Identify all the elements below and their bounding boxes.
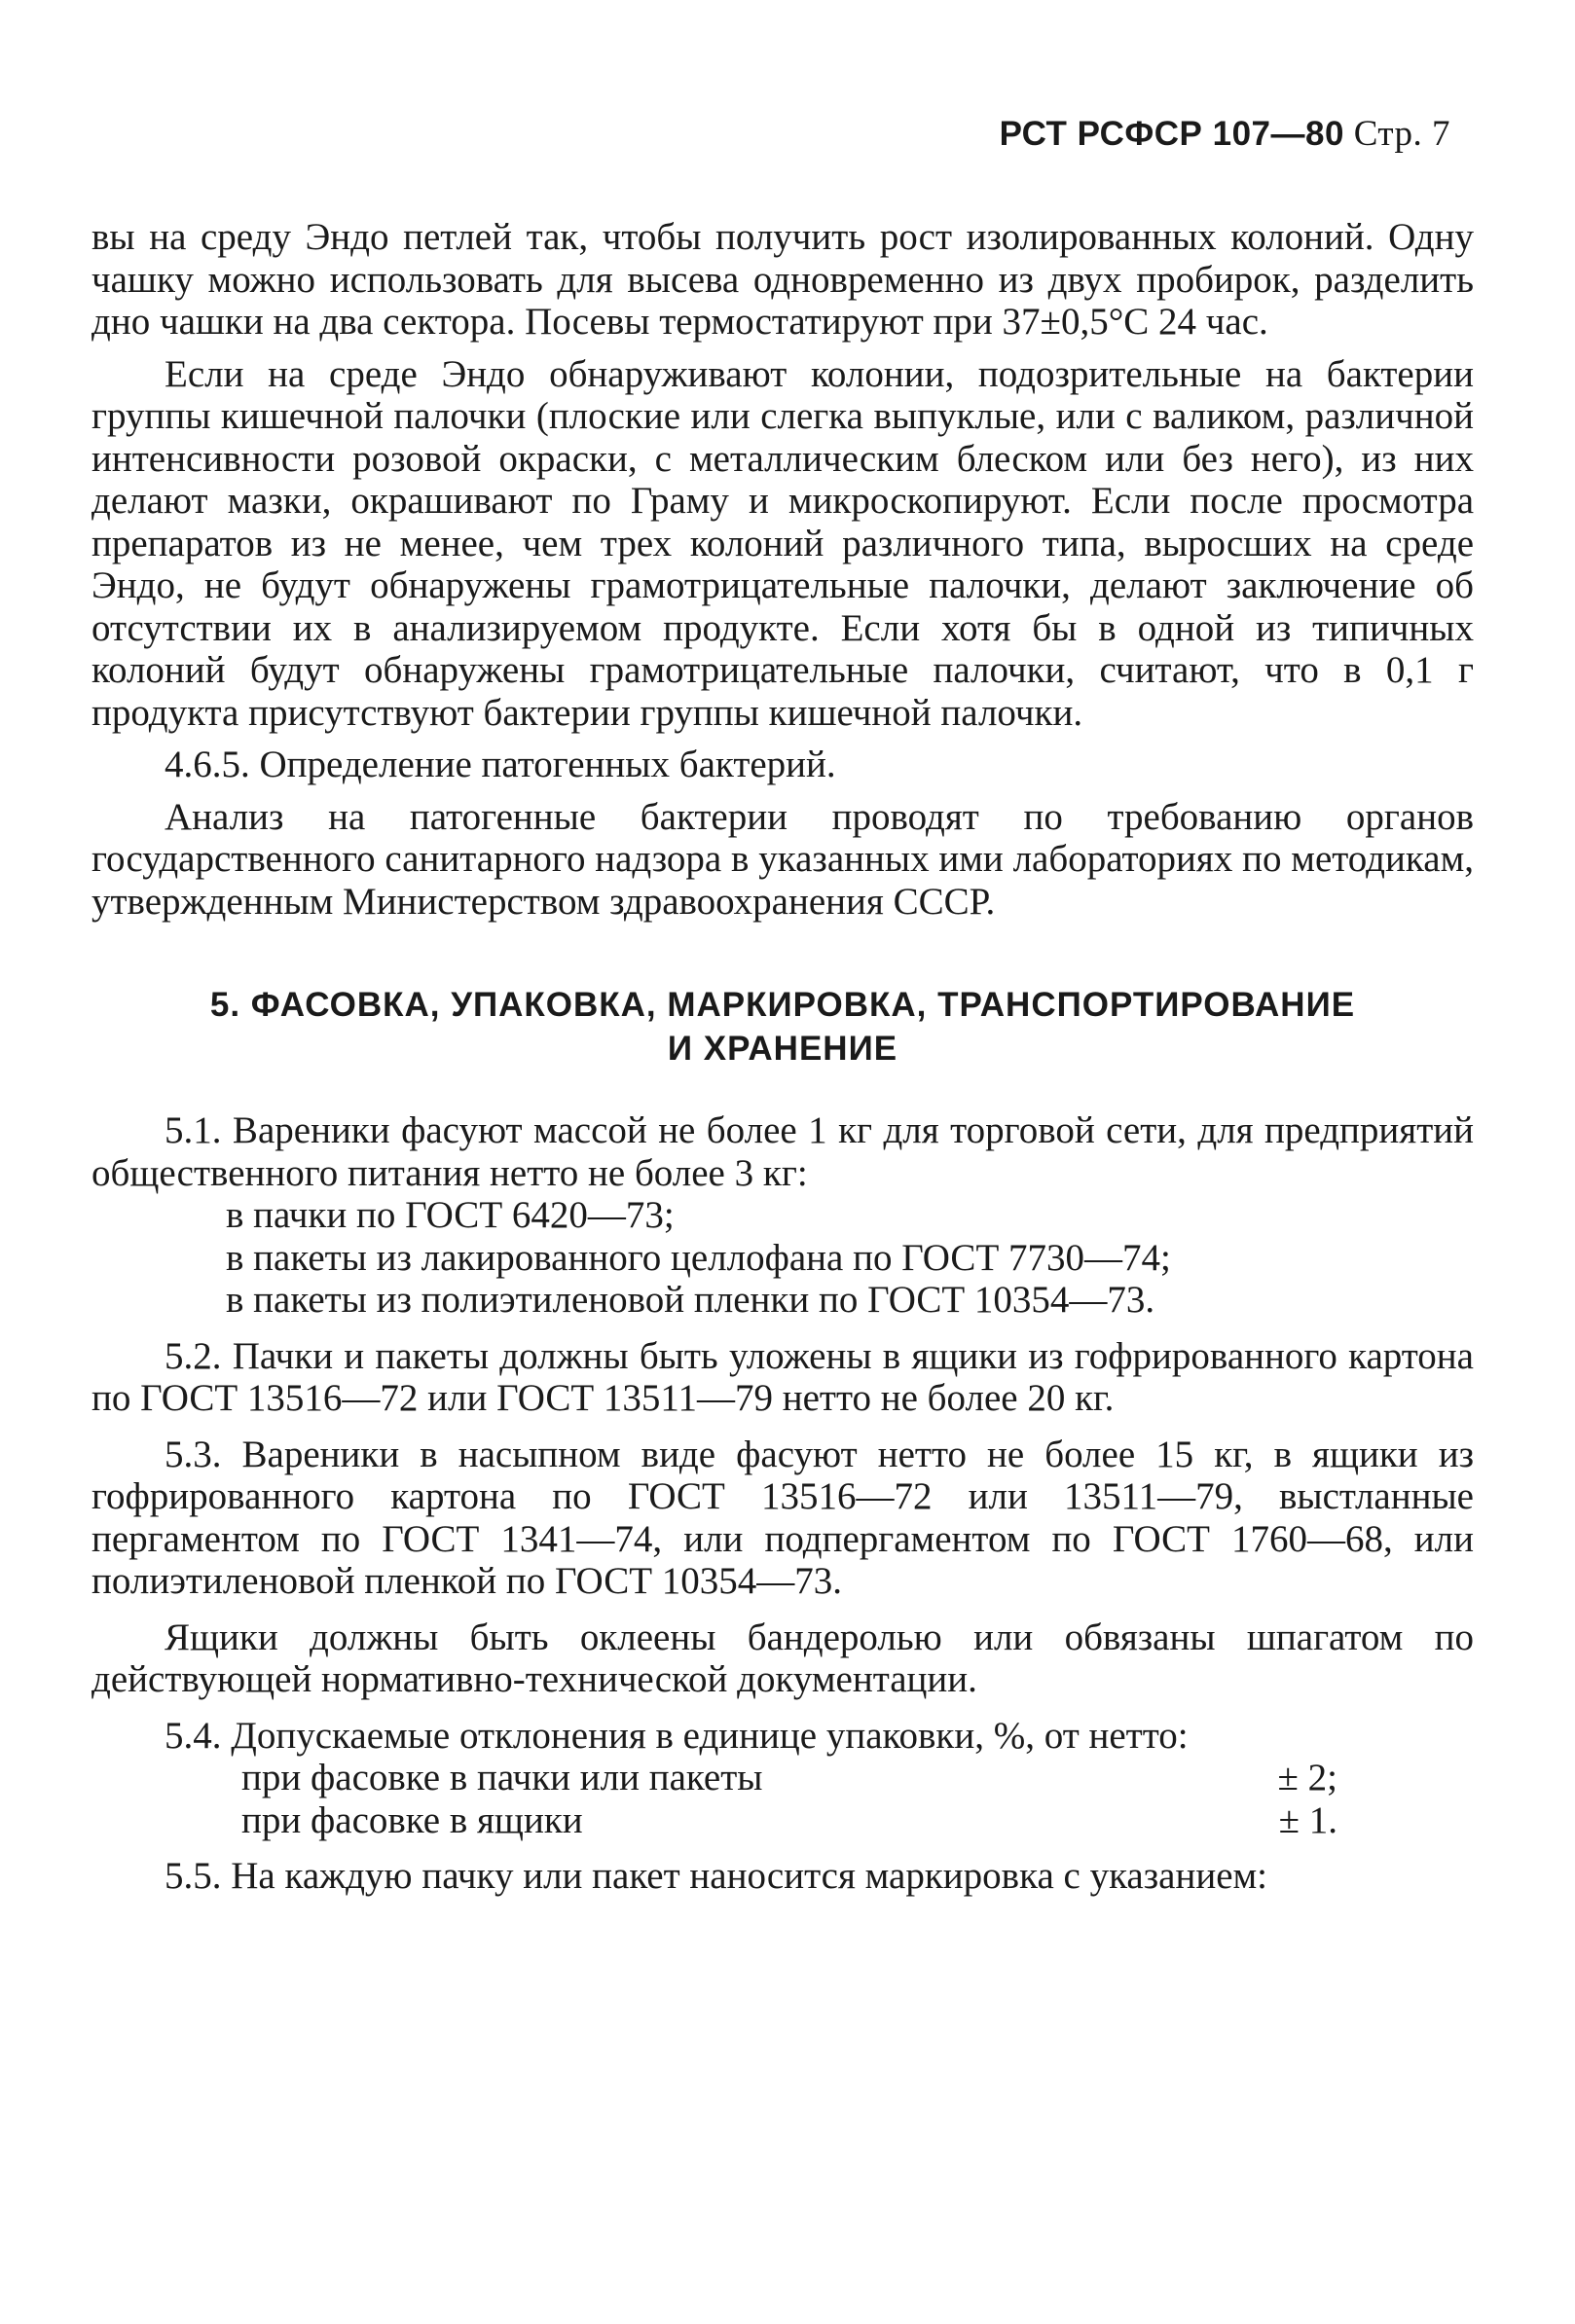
page-number: Стр. 7	[1353, 114, 1450, 154]
tolerance-row	[92, 1799, 1337, 1842]
paragraph-endo-colonies: Если на среде Эндо обнаруживают колонии, подозрительные на бактерии группы кишечной палочки (плоские или слегка выпуклые, или с валиком, различной интенсивности розовой окраски, с металлическим блеском или без него), из них делают мазки, окрашивают по Граму и микроскопируют. Если после просмотра препаратов из не менее, чем трех колоний различного типа, выросших на среде Эндо, не будут обнаружены грамотрицательные палочки, делают заключение об отсутствии их в анализируемом продукте. Если хотя бы в одной из типичных колоний будут обнаружены грамотрицательные палочки, считают, что в 0,1 г продукта присутствуют бактерии группы кишечной палочки.	[92, 352, 1474, 734]
paragraph-continuation: вы на среду Эндо петлей так, чтобы получить рост изолированных колоний. Одну чашку можно использовать для высева одновременно из двух пробирок, разделить дно чашки на два сектора. Посевы термостатируют при 37±0,5°С 24 час.	[92, 216, 1474, 343]
tolerance-label: при фасовке в пачки или пакеты	[241, 1757, 763, 1798]
list-item: в пачки по ГОСТ 6420—73;	[226, 1194, 675, 1236]
clause-4-6-5: 4.6.5. Определение патогенных бактерий.	[165, 744, 836, 785]
clause-5-5: 5.5. На каждую пачку или пакет наносится маркировка с указанием:	[165, 1855, 1268, 1897]
tolerance-value: ± 2;	[1277, 1757, 1337, 1798]
list-item: в пакеты из лакированного целлофана по ГОСТ 7730—74;	[226, 1236, 1171, 1279]
page-header	[1000, 113, 1450, 155]
section-5-heading-line2: И ХРАНЕНИЕ	[667, 1030, 898, 1068]
section-5-heading	[92, 983, 1474, 1071]
standard-code: РСТ РСФСР 107—80	[999, 115, 1344, 153]
tolerance-value: ± 1.	[1278, 1798, 1337, 1841]
tolerance-row	[92, 1757, 1337, 1799]
clause-5-3: 5.3. Вареники в насыпном виде фасуют нетто не более 15 кг, в ящики из гофрированного картона по ГОСТ 13516—72 или 13511—79, выстланные пергаментом по ГОСТ 1341—74, или подпергаментом по ГОСТ 1760—68, или полиэтиленовой пленкой по ГОСТ 10354—73.	[92, 1433, 1474, 1602]
paragraph-pathogen-analysis: Анализ на патогенные бактерии проводят по требованию органов государственного санитарного надзора в указанных ими лабораториях по методикам, утвержденным Министерством здравоохранения СССР.	[92, 795, 1474, 923]
list-item: в пакеты из полиэтиленовой пленки по ГОСТ 10354—73.	[226, 1279, 1155, 1321]
clause-5-2: 5.2. Пачки и пакеты должны быть уложены в ящики из гофрированного картона по ГОСТ 13516—72 или ГОСТ 13511—79 нетто не более 20 кг.	[92, 1334, 1474, 1419]
body-text	[92, 216, 1474, 1898]
clause-5-1: 5.1. Вареники фасуют массой не более 1 кг для торговой сети, для предприятий общественного питания нетто не более 3 кг:	[92, 1109, 1474, 1194]
tolerance-label: при фасовке в ящики	[241, 1798, 583, 1841]
clause-5-4: 5.4. Допускаемые отклонения в единице упаковки, %, от нетто:	[165, 1714, 1189, 1757]
section-5-heading-line1: 5. ФАСОВКА, УПАКОВКА, МАРКИРОВКА, ТРАНСПОРТИРОВАНИЕ	[209, 986, 1356, 1024]
paragraph-box-sealing: Ящики должны быть оклеены бандеролью или обвязаны шпагатом по действующей нормативно-технической документации.	[92, 1616, 1474, 1700]
